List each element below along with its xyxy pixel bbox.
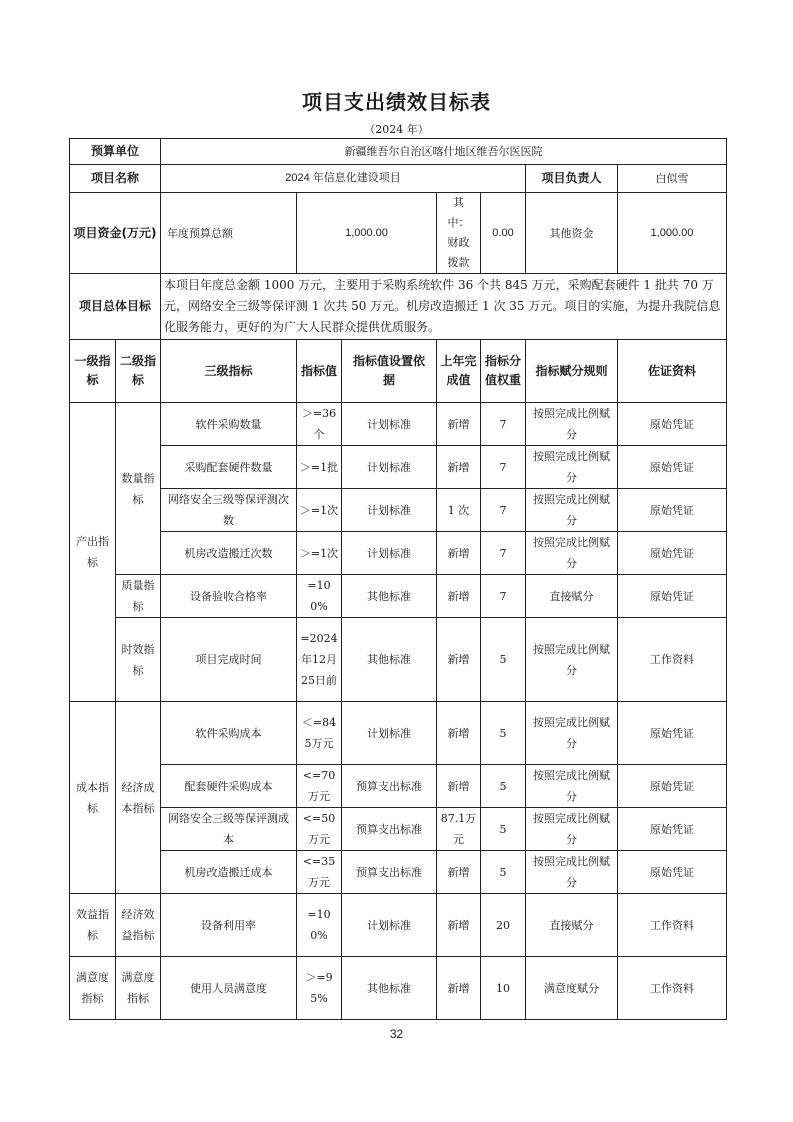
- header-rule: 指标赋分规则: [526, 340, 618, 403]
- last-year-cell: 新增: [437, 851, 481, 894]
- last-year-cell: 新增: [437, 957, 481, 1020]
- value-cell: ＞=1次: [297, 532, 342, 575]
- table-row: [70, 618, 727, 702]
- project-funds-row: [70, 193, 727, 274]
- weight-cell: 5: [481, 808, 526, 851]
- weight-cell: 7: [481, 575, 526, 618]
- weight-cell: 7: [481, 403, 526, 446]
- evidence-cell: 原始凭证: [618, 702, 727, 765]
- basis-cell: 计划标准: [342, 403, 437, 446]
- subgroup-quantity: 数量指标: [116, 403, 161, 575]
- value-cell: ＞=1批: [297, 446, 342, 489]
- table-row: [70, 403, 727, 446]
- basis-cell: 预算支出标准: [342, 765, 437, 808]
- basis-cell: 其他标准: [342, 957, 437, 1020]
- value-cell: =100%: [297, 575, 342, 618]
- basis-cell: 预算支出标准: [342, 851, 437, 894]
- leader-label: 项目负责人: [526, 165, 618, 193]
- rule-cell: 按照完成比例赋分: [526, 446, 618, 489]
- rule-cell: 满意度赋分: [526, 957, 618, 1020]
- last-year-cell: 新增: [437, 446, 481, 489]
- last-year-cell: 新增: [437, 575, 481, 618]
- rule-cell: 按照完成比例赋分: [526, 808, 618, 851]
- last-year-cell: 新增: [437, 702, 481, 765]
- table-row: [70, 957, 727, 1020]
- evidence-cell: 原始凭证: [618, 765, 727, 808]
- group-satisfaction: 满意度指标: [70, 957, 116, 1020]
- rule-cell: 按照完成比例赋分: [526, 532, 618, 575]
- page-number: 32: [389, 1027, 404, 1041]
- last-year-cell: 新增: [437, 532, 481, 575]
- document-year: （2024 年）: [364, 123, 429, 136]
- basis-cell: 计划标准: [342, 446, 437, 489]
- table-row: [70, 765, 727, 808]
- overall-goal-label: 项目总体目标: [70, 274, 161, 340]
- header-level1: 一级指标: [70, 340, 116, 403]
- subgroup-economic-cost: 经济成本指标: [116, 702, 161, 894]
- header-last-year: 上年完成值: [437, 340, 481, 403]
- indicator-header-row: [70, 340, 727, 403]
- last-year-cell: 新增: [437, 894, 481, 957]
- last-year-cell: 新增: [437, 403, 481, 446]
- indicator-cell: 机房改造搬迁次数: [161, 532, 297, 575]
- evidence-cell: 工作资料: [618, 894, 727, 957]
- rule-cell: 按照完成比例赋分: [526, 489, 618, 532]
- evidence-cell: 原始凭证: [618, 532, 727, 575]
- basis-cell: 计划标准: [342, 702, 437, 765]
- group-output: 产出指标: [70, 403, 116, 702]
- project-name-label: 项目名称: [70, 165, 161, 193]
- subgroup-timeliness: 时效指标: [116, 618, 161, 702]
- indicator-cell: 配套硬件采购成本: [161, 765, 297, 808]
- group-benefit: 效益指标: [70, 894, 116, 957]
- value-cell: <=70万元: [297, 765, 342, 808]
- basis-cell: 计划标准: [342, 489, 437, 532]
- indicator-cell: 网络安全三级等保评测次数: [161, 489, 297, 532]
- overall-goal-text: 本项目年度总金额 1000 万元，主要用于采购系统软件 36 个共 845 万元，采购配套硬件 1 批共 70 万元，网络安全三级等保评测 1 次共 50 万元。机房改造搬迁 1 次 35 万元。项目的实施，为提升我院信息化服务能力，更好的为广大人民群众提供优质服务。: [161, 274, 727, 340]
- indicator-cell: 设备利用率: [161, 894, 297, 957]
- table-row: [70, 446, 727, 489]
- basis-cell: 其他标准: [342, 575, 437, 618]
- project-funds-label: 项目资金(万元): [70, 193, 161, 274]
- indicator-cell: 项目完成时间: [161, 618, 297, 702]
- evidence-cell: 原始凭证: [618, 851, 727, 894]
- budget-unit-label: 预算单位: [70, 139, 161, 165]
- rule-cell: 直接赋分: [526, 575, 618, 618]
- group-cost: 成本指标: [70, 702, 116, 894]
- table-row: [70, 851, 727, 894]
- basis-cell: 计划标准: [342, 532, 437, 575]
- value-cell: ＞=36个: [297, 403, 342, 446]
- indicator-cell: 机房改造搬迁成本: [161, 851, 297, 894]
- project-name-row: [70, 165, 727, 193]
- performance-target-table: [69, 138, 727, 1020]
- basis-cell: 其他标准: [342, 618, 437, 702]
- indicator-cell: 使用人员满意度: [161, 957, 297, 1020]
- indicator-cell: 设备验收合格率: [161, 575, 297, 618]
- weight-cell: 7: [481, 489, 526, 532]
- annual-budget-value: 1,000.00: [297, 193, 437, 274]
- table-row: [70, 894, 727, 957]
- last-year-cell: 87.1万元: [437, 808, 481, 851]
- weight-cell: 5: [481, 851, 526, 894]
- other-funds-value: 1,000.00: [618, 193, 727, 274]
- value-cell: <=50万元: [297, 808, 342, 851]
- value-cell: ＞=1次: [297, 489, 342, 532]
- table-row: [70, 575, 727, 618]
- rule-cell: 直接赋分: [526, 894, 618, 957]
- table-row: [70, 808, 727, 851]
- rule-cell: 按照完成比例赋分: [526, 702, 618, 765]
- evidence-cell: 原始凭证: [618, 403, 727, 446]
- indicator-cell: 网络安全三级等保评测成本: [161, 808, 297, 851]
- budget-unit-row: [70, 139, 727, 165]
- header-weight: 指标分值权重: [481, 340, 526, 403]
- header-value: 指标值: [297, 340, 342, 403]
- fiscal-funds-value: 0.00: [481, 193, 526, 274]
- weight-cell: 10: [481, 957, 526, 1020]
- project-name-value: 2024 年信息化建设项目: [161, 165, 526, 193]
- other-funds-label: 其他资金: [526, 193, 618, 274]
- rule-cell: 按照完成比例赋分: [526, 851, 618, 894]
- evidence-cell: 原始凭证: [618, 808, 727, 851]
- header-basis: 指标值设置依据: [342, 340, 437, 403]
- subgroup-quality: 质量指标: [116, 575, 161, 618]
- rule-cell: 按照完成比例赋分: [526, 403, 618, 446]
- annual-budget-label: 年度预算总额: [161, 193, 297, 274]
- weight-cell: 20: [481, 894, 526, 957]
- weight-cell: 5: [481, 702, 526, 765]
- indicator-cell: 软件采购数量: [161, 403, 297, 446]
- fiscal-funds-label: 其中：财政拨款: [437, 193, 481, 274]
- last-year-cell: 新增: [437, 618, 481, 702]
- document-title: 项目支出绩效目标表: [302, 90, 491, 114]
- table-row: [70, 702, 727, 765]
- header-level3: 三级指标: [161, 340, 297, 403]
- evidence-cell: 原始凭证: [618, 575, 727, 618]
- evidence-cell: 原始凭证: [618, 489, 727, 532]
- basis-cell: 预算支出标准: [342, 808, 437, 851]
- value-cell: ＜=845万元: [297, 702, 342, 765]
- weight-cell: 7: [481, 532, 526, 575]
- weight-cell: 5: [481, 618, 526, 702]
- weight-cell: 7: [481, 446, 526, 489]
- overall-goal-row: [70, 274, 727, 340]
- indicator-cell: 软件采购成本: [161, 702, 297, 765]
- last-year-cell: 1 次: [437, 489, 481, 532]
- rule-cell: 按照完成比例赋分: [526, 765, 618, 808]
- rule-cell: 按照完成比例赋分: [526, 618, 618, 702]
- value-cell: <=35万元: [297, 851, 342, 894]
- last-year-cell: 新增: [437, 765, 481, 808]
- value-cell: =100%: [297, 894, 342, 957]
- value-cell: =2024年12月25日前: [297, 618, 342, 702]
- header-level2: 二级指标: [116, 340, 161, 403]
- subgroup-economic-benefit: 经济效益指标: [116, 894, 161, 957]
- indicator-cell: 采购配套硬件数量: [161, 446, 297, 489]
- evidence-cell: 工作资料: [618, 618, 727, 702]
- table-row: [70, 489, 727, 532]
- header-evidence: 佐证资料: [618, 340, 727, 403]
- evidence-cell: 工作资料: [618, 957, 727, 1020]
- table-row: [70, 532, 727, 575]
- basis-cell: 计划标准: [342, 894, 437, 957]
- subgroup-satisfaction: 满意度指标: [116, 957, 161, 1020]
- evidence-cell: 原始凭证: [618, 446, 727, 489]
- leader-value: 白似雪: [618, 165, 727, 193]
- budget-unit-value: 新疆维吾尔自治区喀什地区维吾尔医医院: [161, 139, 727, 165]
- weight-cell: 5: [481, 765, 526, 808]
- value-cell: ＞=95%: [297, 957, 342, 1020]
